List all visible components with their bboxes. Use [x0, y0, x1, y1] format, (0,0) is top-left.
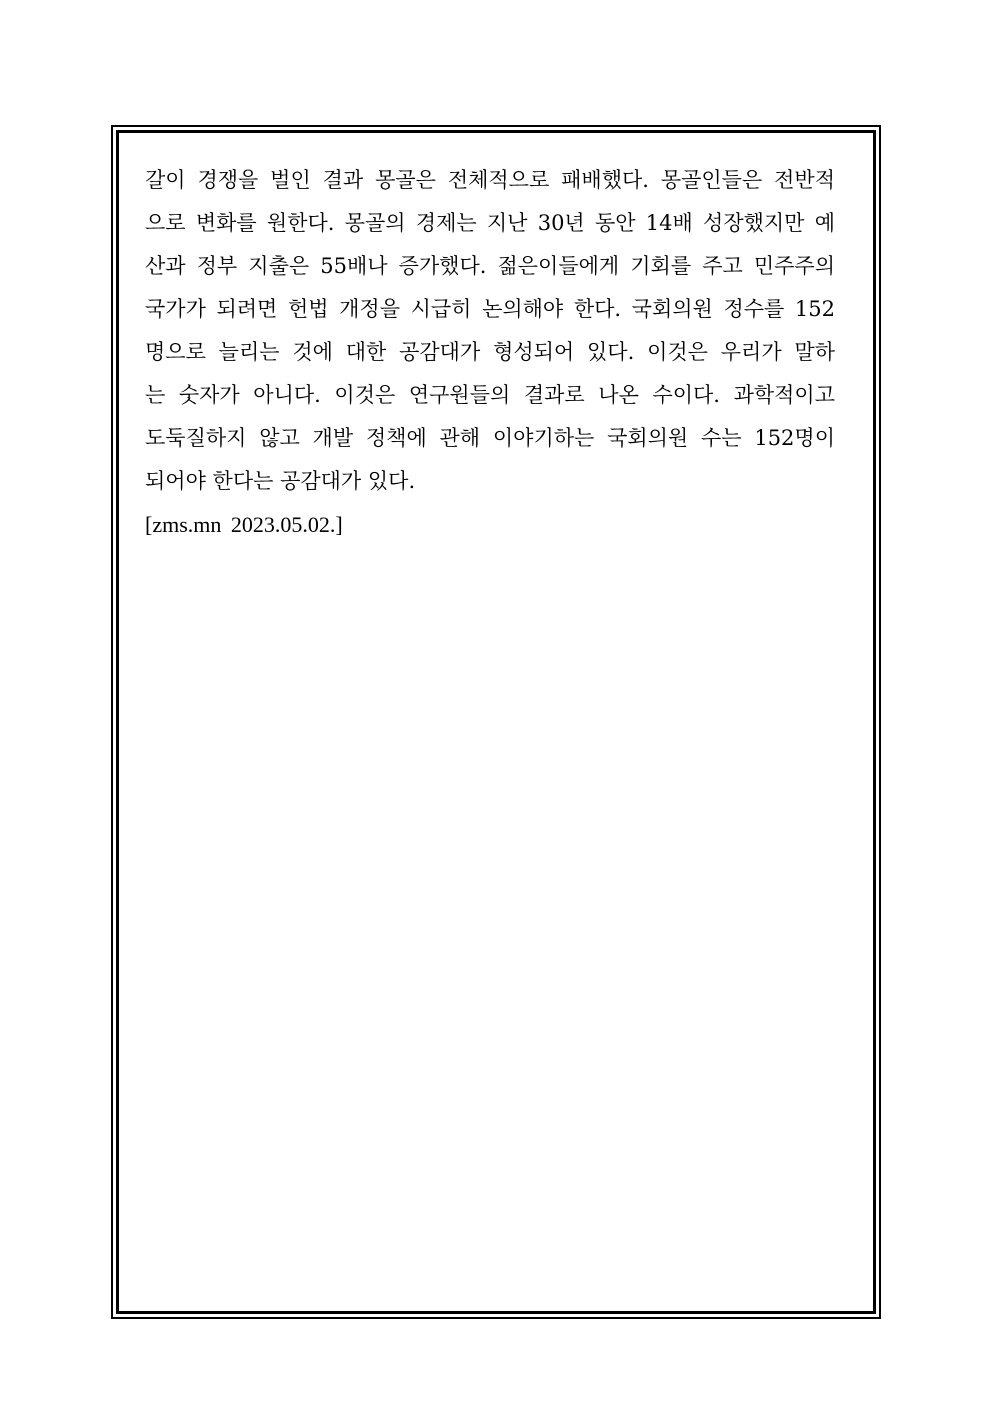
paragraph-line: 으로 변화를 원한다. 몽골의 경제는 지난 30년 동안 14배 성장했지만 예 [145, 211, 835, 235]
paragraph-line: 산과 정부 지출은 55배나 증가했다. 젊은이들에게 기회를 주고 민주주의 [145, 254, 835, 278]
paragraph-line: 국가가 되려면 헌법 개정을 시급히 논의해야 한다. 국회의원 정수를 152 [145, 297, 835, 321]
page-border-inner [116, 130, 876, 1314]
paragraph-line: 갈이 경쟁을 벌인 결과 몽골은 전체적으로 패배했다. 몽골인들은 전반적 [145, 168, 835, 192]
paragraph-line: 도둑질하지 않고 개발 정책에 관해 이야기하는 국회의원 수는 152명이 [145, 426, 835, 450]
document-body [145, 159, 835, 546]
paragraph-line: 는 숫자가 아니다. 이것은 연구원들의 결과로 나온 수이다. 과학적이고 [145, 383, 835, 407]
paragraph-line: 명으로 늘리는 것에 대한 공감대가 형성되어 있다. 이것은 우리가 말하 [145, 340, 835, 364]
source-citation: [zms.mn 2023.05.02.] [145, 512, 343, 537]
paragraph-line: 되어야 한다는 공감대가 있다. [145, 469, 416, 493]
page-border-outer [111, 125, 881, 1319]
